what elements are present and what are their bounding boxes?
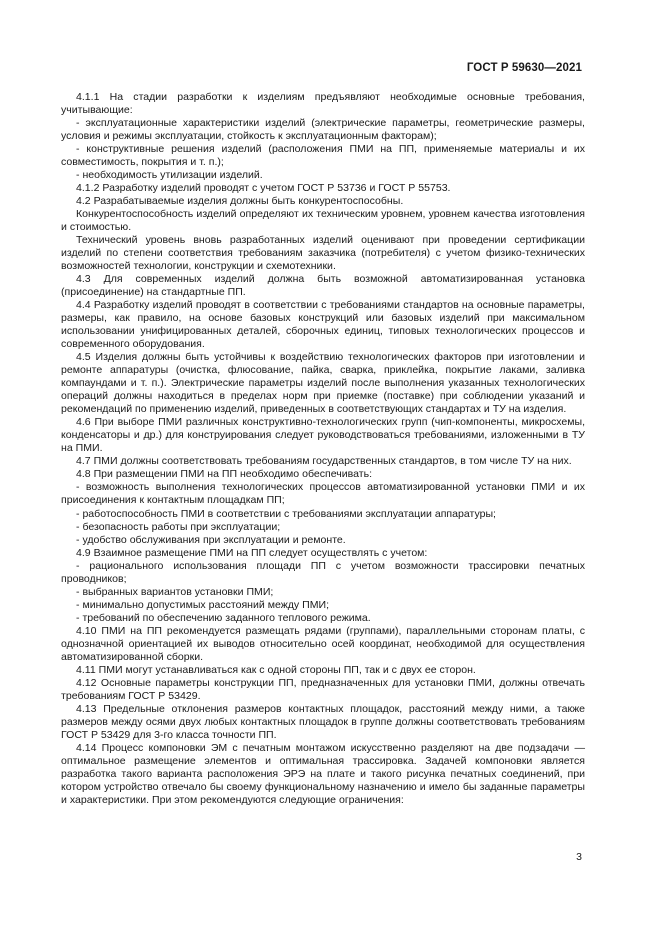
paragraph: 4.8 При размещении ПМИ на ПП необходимо обеспечивать: xyxy=(76,468,373,481)
paragraph: - эксплуатационные характеристики изделий (электрические параметры, геометрические размеры, условия и режимы эксплуатации, стойкость к эксплуатационным факторам); xyxy=(61,117,585,143)
paragraph: - возможность выполнения технологических процессов автоматизированной установки ПМИ и их присоединения к контактным площадкам ПП; xyxy=(61,481,585,507)
paragraph: - требований по обеспечению заданного теплового режима. xyxy=(76,611,371,624)
paragraph: - выбранных вариантов установки ПМИ; xyxy=(76,585,274,598)
paragraph: 4.5 Изделия должны быть устойчивы к воздействию технологических факторов при изготовлении и ремонте аппаратуры (очистка, флюсование, пайка, сварка, приклейка, покрытие лаками, заливка компаундами и т. п.). Электрические параметры изделий после выполнения указанных технологических операций должны находиться в пределах норм при приемке (поставке) при соблюдении указаний и рекомендаций по применению изделий, приведенных в соответствующих стандартах и ТУ на изделия. xyxy=(61,351,585,416)
paragraph: 4.7 ПМИ должны соответствовать требованиям государственных стандартов, в том числе ТУ на них. xyxy=(76,455,572,468)
paragraph: - минимально допустимых расстояний между ПМИ; xyxy=(76,598,329,611)
paragraph: 4.11 ПМИ могут устанавливаться как с одной стороны ПП, так и с двух ее сторон. xyxy=(76,663,476,676)
paragraph: 4.13 Предельные отклонения размеров контактных площадок, расстояний между ними, а также размеров между осями двух любых контактных площадок в группе должны соответствовать требованиям ГОСТ Р 53429 для 3-го класса точности ПП. xyxy=(61,702,585,741)
paragraph: - конструктивные решения изделий (расположения ПМИ на ПП, применяемые материалы и их совместимость, покрытия и т. п.); xyxy=(61,143,585,169)
paragraph: - удобство обслуживания при эксплуатации и ремонте. xyxy=(76,533,346,546)
document-body xyxy=(61,91,585,807)
document-code-header: ГОСТ Р 59630—2021 xyxy=(466,62,582,74)
paragraph: Технический уровень вновь разработанных изделий оценивают при проведении сертификации изделий по степени соответствия требованиям заказчика (потребителя) с учетом физико-технических возможностей технологии, конструкции и схемотехники. xyxy=(61,234,585,273)
paragraph: 4.1.1 На стадии разработки к изделиям предъявляют необходимые основные требования, учитывающие: xyxy=(61,91,585,117)
paragraph: - рационального использования площади ПП с учетом возможности трассировки печатных проводников; xyxy=(61,559,585,585)
paragraph: 4.10 ПМИ на ПП рекомендуется размещать рядами (группами), параллельными сторонам платы, с однозначной ориентацией их выводов относительно осей координат, необходимой для осуществления автоматизированной сборки. xyxy=(61,624,585,663)
paragraph: 4.12 Основные параметры конструкции ПП, предназначенных для установки ПМИ, должны отвечать требованиям ГОСТ Р 53429. xyxy=(61,676,585,702)
paragraph: - необходимость утилизации изделий. xyxy=(76,169,263,182)
paragraph: 4.2 Разрабатываемые изделия должны быть конкурентоспособны. xyxy=(76,195,404,208)
paragraph: 4.14 Процесс компоновки ЭМ с печатным монтажом искусственно разделяют на две подзадачи — оптимальное размещение элементов и оптимальная трассировка. Задачей компоновки является разработка такого варианта расположения ЭРЭ на плате и такого рисунка печатных соединений, при котором устройство отвечало бы своему функциональному назначению и имело бы заданные параметры и характеристики. При этом рекомендуются следующие ограничения: xyxy=(61,741,585,806)
paragraph: - работоспособность ПМИ в соответствии с требованиями эксплуатации аппаратуры; xyxy=(76,507,496,520)
paragraph: 4.9 Взаимное размещение ПМИ на ПП следует осуществлять с учетом: xyxy=(76,546,428,559)
paragraph: 4.6 При выборе ПМИ различных конструктивно-технологических групп (чип-компоненты, микросхемы, конденсаторы и др.) для конструирования следует руководствоваться требованиями, изложенными в ТУ на ПМИ. xyxy=(61,416,585,455)
paragraph: 4.1.2 Разработку изделий проводят с учетом ГОСТ Р 53736 и ГОСТ Р 55753. xyxy=(76,182,451,195)
paragraph: 4.3 Для современных изделий должна быть возможной автоматизированная установка (присоединение) на стандартные ПП. xyxy=(61,273,585,299)
paragraph: 4.4 Разработку изделий проводят в соответствии с требованиями стандартов на основные параметры, размеры, как правило, на основе базовых конструкций или базовых изделий при максимальном использовании унифицированных деталей, сборочных единиц, типовых технологических процессов и современного оборудования. xyxy=(61,299,585,351)
paragraph: Конкурентоспособность изделий определяют их техническим уровнем, уровнем качества изготовления и стоимостью. xyxy=(61,208,585,234)
page-number: 3 xyxy=(576,851,582,863)
paragraph: - безопасность работы при эксплуатации; xyxy=(76,520,281,533)
